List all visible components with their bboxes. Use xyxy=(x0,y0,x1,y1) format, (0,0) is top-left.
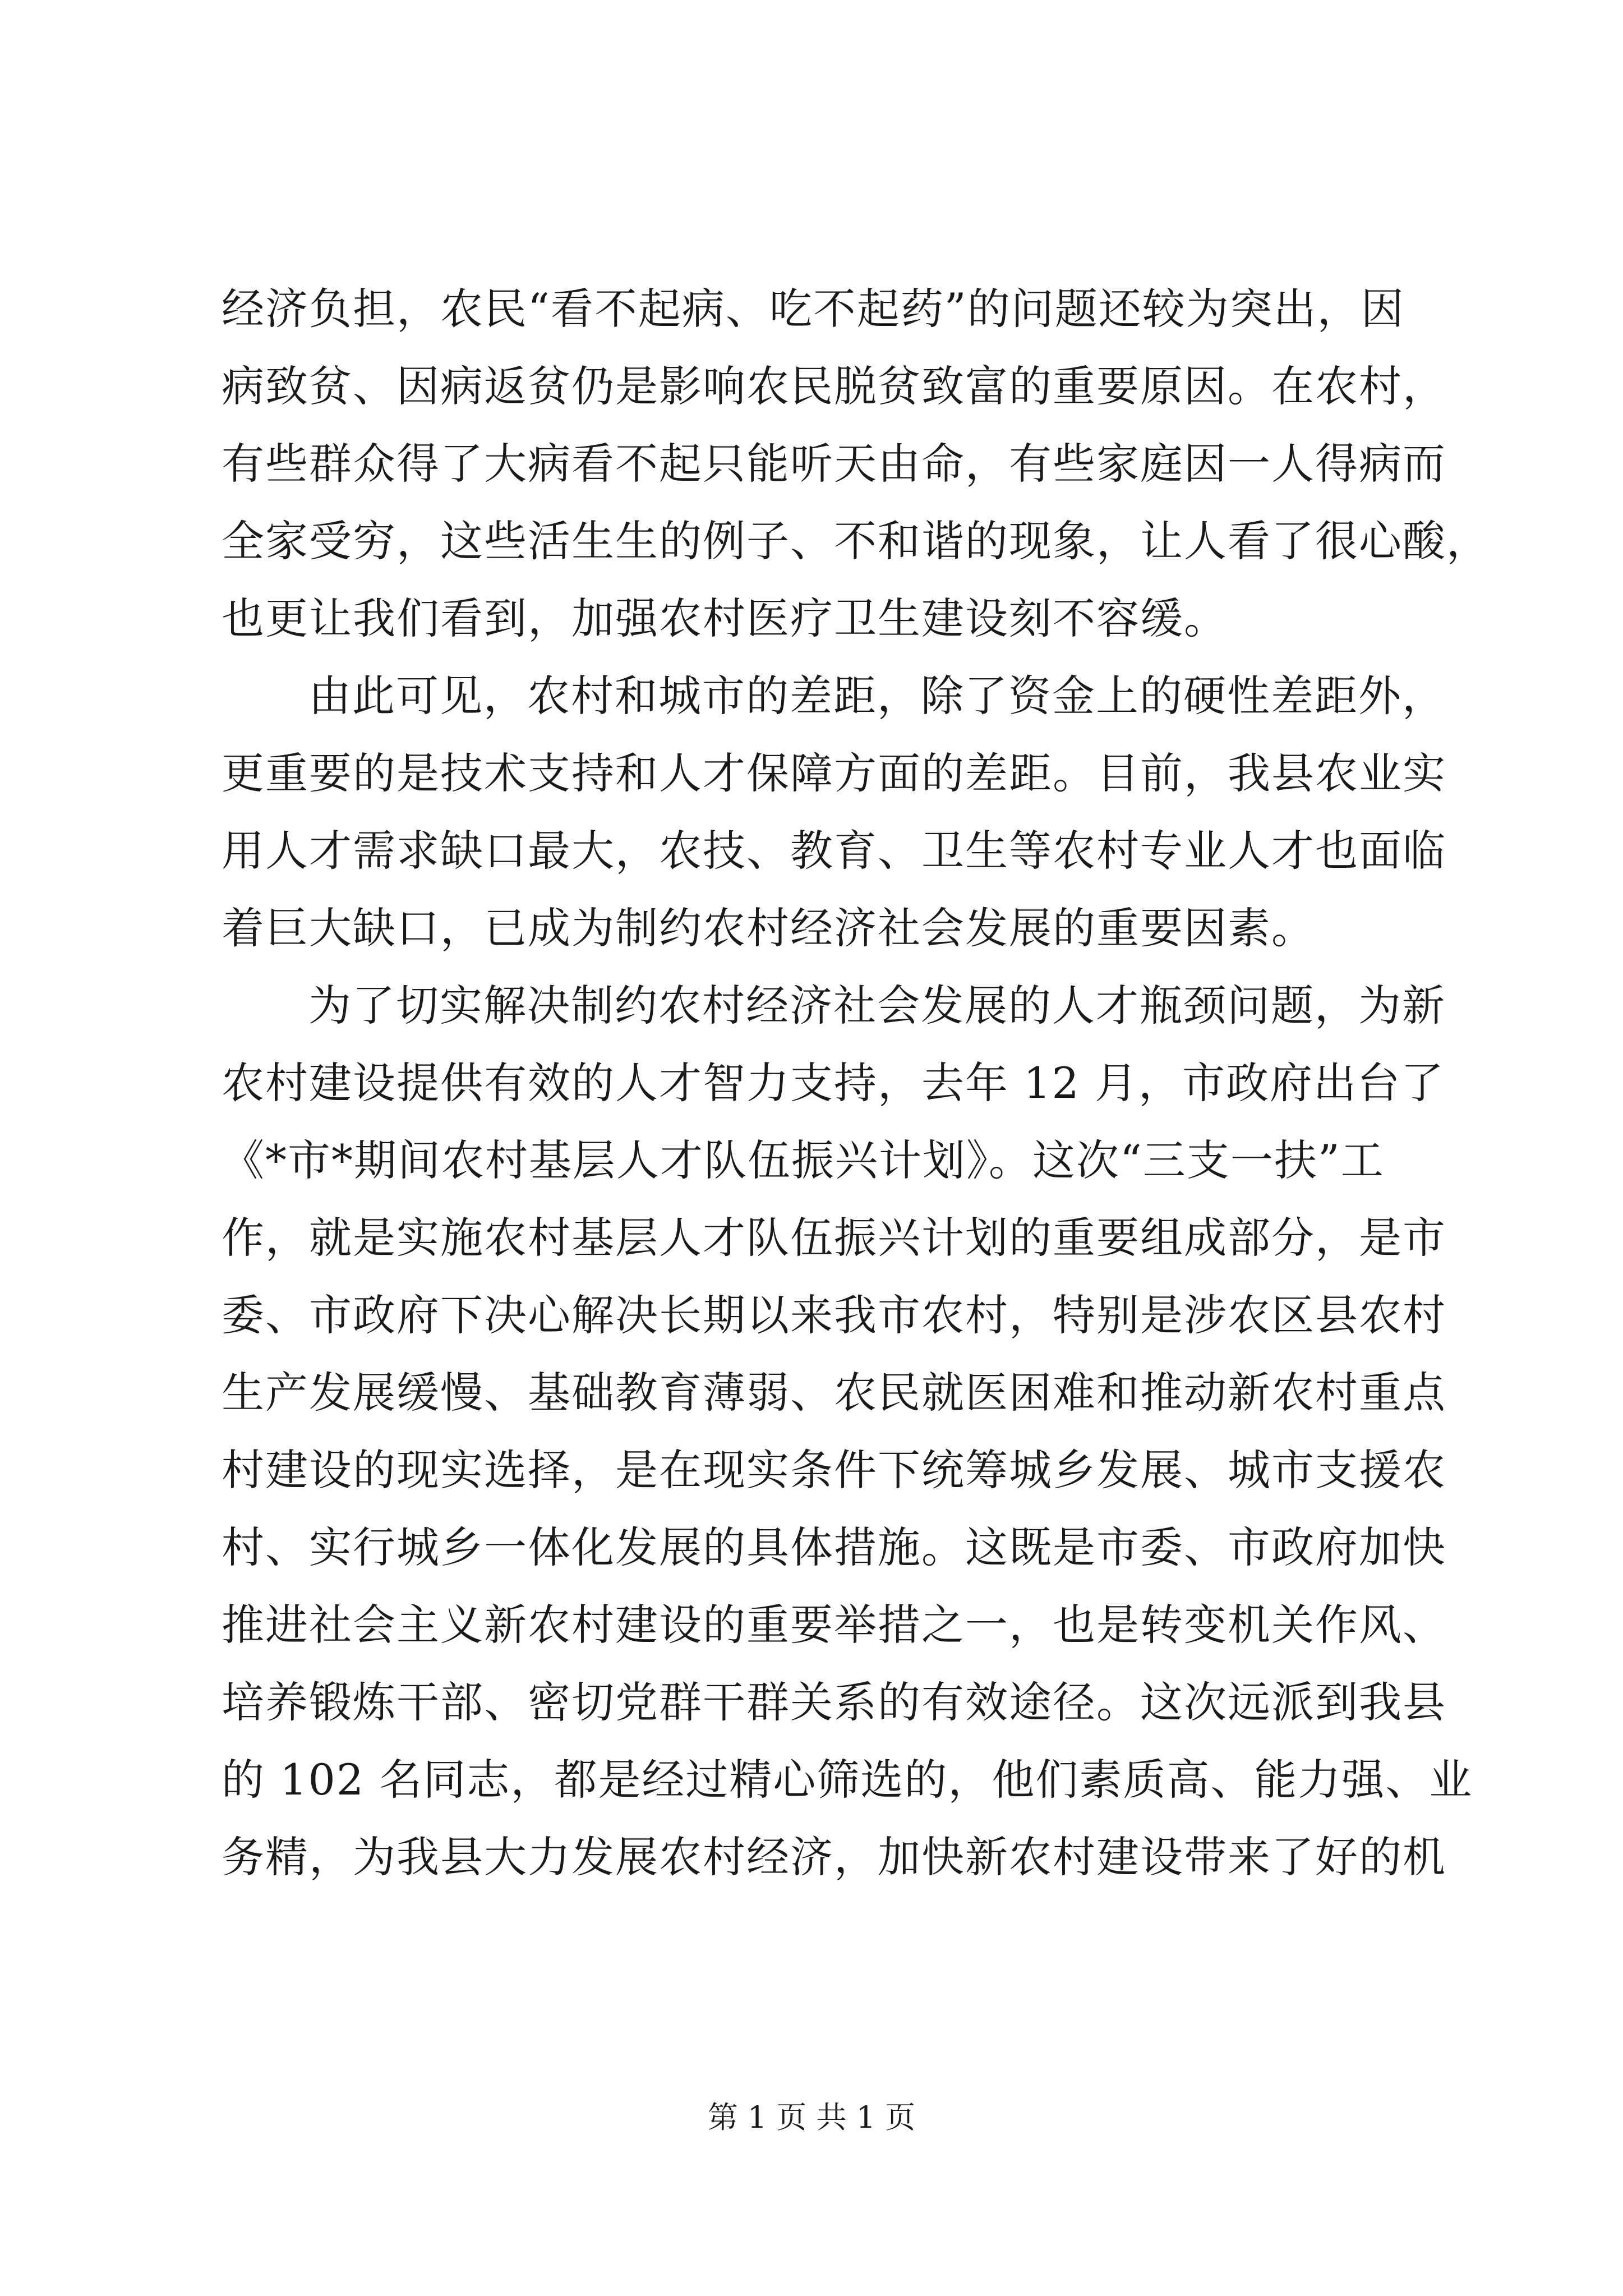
text-line: 更重要的是技术支持和人才保障方面的差距。目前，我县农业实 xyxy=(222,748,1446,798)
text-line: 作，就是实施农村基层人才队伍振兴计划的重要组成部分，是市 xyxy=(222,1213,1446,1263)
paragraph-start-line: 为了切实解决制约农村经济社会发展的人才瓶颈问题，为新 xyxy=(308,981,1446,1030)
page-number-label: 第 1 页 共 1 页 xyxy=(707,2100,916,2135)
text-line: 有些群众得了大病看不起只能听天由命，有些家庭因一人得病而 xyxy=(222,439,1446,489)
text-line: 村建设的现实选择，是在现实条件下统筹城乡发展、城市支援农 xyxy=(222,1445,1446,1495)
text-line: 务精，为我县大力发展农村经济，加快新农村建设带来了好的机 xyxy=(222,1832,1446,1882)
text-line: 的 102 名同志，都是经过精心筛选的，他们素质高、能力强、业 xyxy=(222,1755,1473,1805)
text-line: 经济负担，农民“看不起病、吃不起药”的问题还较为突出，因 xyxy=(222,284,1405,334)
text-line: 推进社会主义新农村建设的重要举措之一，也是转变机关作风、 xyxy=(222,1600,1446,1650)
text-line: 用人才需求缺口最大，农技、教育、卫生等农村专业人才也面临 xyxy=(222,826,1446,876)
text-line: 委、市政府下决心解决长期以来我市农村，特别是涉农区县农村 xyxy=(222,1290,1446,1340)
text-line: 着巨大缺口，已成为制约农村经济社会发展的重要因素。 xyxy=(222,903,1315,953)
text-line: 《*市*期间农村基层人才队伍振兴计划》。这次“三支一扶”工 xyxy=(222,1135,1385,1185)
text-line: 村、实行城乡一体化发展的具体措施。这既是市委、市政府加快 xyxy=(222,1522,1446,1572)
text-line: 病致贫、因病返贫仍是影响农民脱贫致富的重要原因。在农村， xyxy=(222,361,1446,411)
text-line: 农村建设提供有效的人才智力支持，去年 12 月，市政府出台了 xyxy=(222,1058,1445,1108)
text-line: 培养锻炼干部、密切党群干群关系的有效途径。这次远派到我县 xyxy=(222,1677,1446,1727)
page-footer xyxy=(0,2101,1623,2134)
paragraph-start-line: 由此可见，农村和城市的差距，除了资金上的硬性差距外， xyxy=(308,671,1446,721)
document-body xyxy=(222,270,1490,1896)
text-line: 也更让我们看到，加强农村医疗卫生建设刻不容缓。 xyxy=(222,593,1228,643)
text-line: 生产发展缓慢、基础教育薄弱、农民就医困难和推动新农村重点 xyxy=(222,1368,1446,1418)
text-line: 全家受穷，这些活生生的例子、不和谐的现象，让人看了很心酸， xyxy=(222,516,1490,566)
